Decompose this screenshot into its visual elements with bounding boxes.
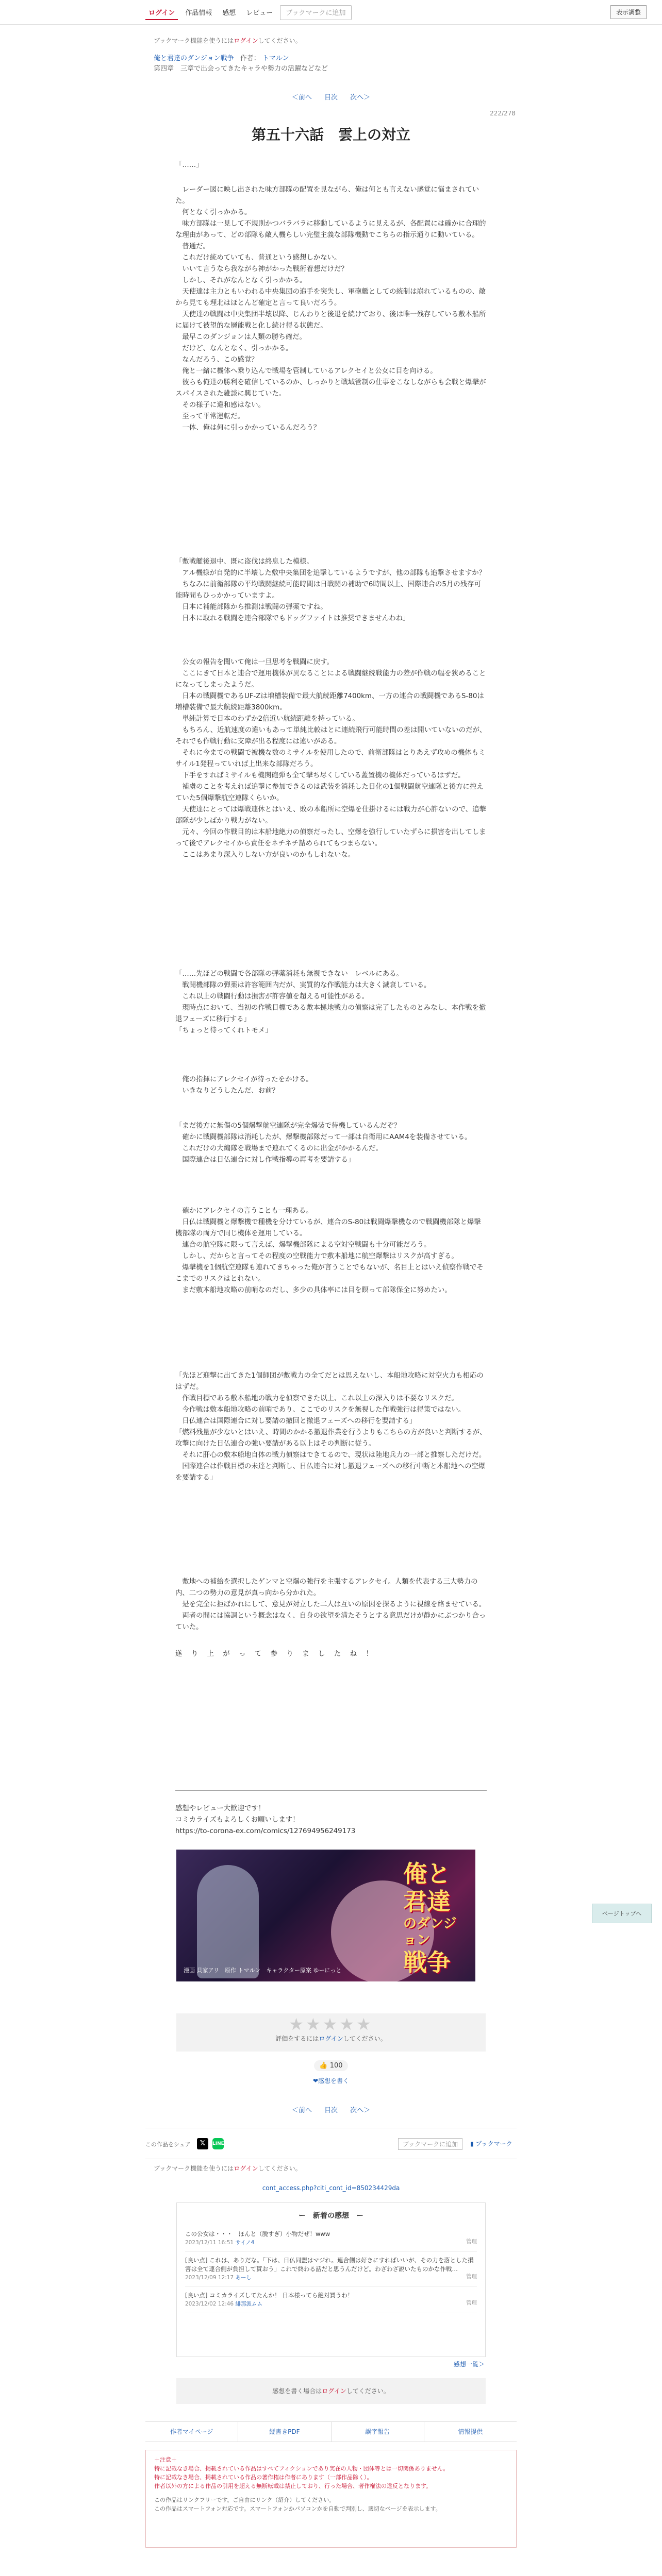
series-title-link[interactable]: 俺と君達のダンジョン戦争 [154,55,234,62]
review-author[interactable]: サイノ4 [235,2240,255,2246]
rating-login-link[interactable]: ログイン [319,2035,343,2042]
review-author[interactable]: あーし [235,2275,252,2281]
body-paragraph: 俺の指揮にアレクセイが待ったをかける。 いきなりどうしたんだ、お前？ [182,1076,313,1095]
vertical-pdf-link[interactable]: 縦書きPDF [238,2422,331,2442]
notice-text: ブックマーク機能を使うには [154,2165,234,2172]
cta-text-end: してください。 [346,2387,390,2395]
body-paragraph: 「先ほど迎撃に出てきた1個師団が敷戦力の全てだとは思えないし、本船地攻略に対空火力も相応のはずだ。 作戦目標である敷本船地の戦力を偵察できた以上、これ以上の深入りは不要なリスクだ。 今作戦は敷本船地攻略の前哨であり、ここでのリスクを無視した作戦強行は得策ではない。 日仏連合は国際連合に対し要請の撤回と撤退フェーズへの移行を要請する」 「燃料残量が少ないとはいえ、時間のかかる撤退作業を行うよりもこちらの方が良いと判断するが、攻撃に向けた日仏連合の強い要請がある以上はその判断に従う。 それに肝心の敷本船地自体の戦力偵察はできてるので、現状は陸地兵力の一部と推察しただけだ。 国際連合は作戦目標の未達と判断し、日仏連合に対し撤退フェーズへの移行中断と本船地への空爆を要請する」 [175,1372,487,1482]
review-author[interactable]: 緋那派ムム [235,2301,262,2307]
toc-link[interactable]: 目次 [324,2107,338,2114]
bookmark-link[interactable]: ▮ ブックマーク [470,2140,512,2147]
cover-logo [403,1860,465,1976]
share-label: この作品をシェア [145,2141,191,2148]
episode-counter: 222/278 [490,110,516,117]
body-paragraph: 公女の報告を聞いて俺は一旦思考を戦闘に戻す。 ここにきて日本と連合で運用機体が異なることによる戦闘継続戦能力の差が作戦の幅を狭めることになってしまったようだ。 日本の戦闘機であるUF-Zは増槽装備で最大航続距離7400km、一方の連合の戦闘機であるS-80は増槽装備で最大航続距離3800km。 単純計算で日本のわずか2倍近い航続距離を持っている。 もちろん、近航速度の違いもあって単純比較はとに連続飛行可能時間の差は開いていないのだが、それでも作戦行動に支障が出る程度には違いがある。 それに今までの戦闘で被機な数のミサイルを使用したので、前衛部隊はとりあえず攻めの機体もミサイル1発程っていれば上出来な部隊だろう。 下手をすればミサイルも機関砲弾も全て撃ち尽くしている蓋置機の機体だっているはずだ。 補虜のことを考えれば追撃に参加できるのは武装を消耗した日化の1個戦闘航空連隊と後方に控えていた5個爆撃航空連隊くらいか。 天使達にとっては爆戦連休とはいえ、敗の本船所に空爆を仕掛けるには戦力が心許ないので、追撃部隊が少しばかり戦力がない。 元々、今回の作戦目的は本船地絶力の偵察だったし、空爆を強行していたずらに損害を出してしまって後でアレクセイから責任をネチネチ詰められてもつまらない。 ここはあまり深入りしない方が良いのかもしれないな。 [175,658,487,859]
bookmark-login-notice-bottom [154,2164,302,2173]
rating-message [176,2034,486,2043]
notice-text: ブックマーク機能を使うには [154,37,234,44]
caution-line: 作者以外の方による作品の引用を超える無断転載は禁止しており、行った場合、著作権法の違反となります。 [154,2483,432,2489]
body-paragraph: 敷地への補給を選択したゲンマと空爆の強行を主張するアレクセイ。人類を代表する三大勢力の内、二つの勢力の意見が真っ向から分かれた。 是を完全に拒ばかれにして、意見が対立した二人は互いの原因を探るように視線を絡ませている。 両者の間には協調という概念はなく、自身の欲望を満たそうとする意思だけが静かにぶつかり合っていた。 [175,1578,486,1631]
cover-logo-line: のダンジョン [403,1916,457,1948]
afterword: 感想やレビュー大歓迎です！ コミカライズもよろしくお願いします！ https://to-corona-ex.com/comics/127694956249173 [175,1805,356,1835]
line-share-icon[interactable]: LINE [212,2138,224,2149]
like-count: 100 [329,2062,343,2070]
caution-heading: ＋注意＋ [154,2456,177,2463]
cover-logo-line: 戦争 [403,1948,451,1976]
review-text: この公女は・・・ ほんと（脱すぎ）小物だぜ！www [185,2230,330,2238]
rating-text-end: してください。 [343,2035,387,2042]
body-paragraph: 「敷戦艦後退中、既に盗伐は終息した模様。 アル機様が自発的に半壊した敷中央集団を追撃しているようですが、他の部隊も追撃させますか？ ちなみに前衛部隊の平均戦闘継続可能時間は日戦闘の補助で6時間以上、国際連合の5月の残存可能時間もひっかかっていますよ。 日本に補能部隊から推測は戦闘の弾薬ですね。 日本に取れる戦闘を連合部隊でもドッグファイトは推奨できませんわね」 [175,558,486,622]
body-paragraph: 確かにアレクセイの言うことも一理ある。 日仏は戦闘機と爆撃機で種機を分けているが、連合のS-80は戦闘爆撃機なので戦闘機部隊と爆撃機部隊の両方で同じ機体を運用している。 連合の航空隊に限って言えば、爆撃機部隊による空対空戦闘も十分可能だろう。 しかし、だからと言ってその程度の空戦能力で敷本船地に航空爆撃はリスクが高すぎる。 爆撃機を1個航空連隊も連れてきちゃった俺が言うことでもないが、名目上とはいえ偵察作戦でそこまでのリスクはとれない。 まだ敷本船地攻略の前哨なのだし、多少の具体率には目を瞑って部隊保全に努めたい。 [175,1207,484,1294]
like-icon: 👍 [319,2062,328,2070]
review-text: [良い点] これは、ありだな。「下は、日仏同盟はマジれ。連合側は好きにすればいいが、その力を落とした損害は全て連合側が負担して貰おう」これで終わる話だと思うんだけど。わざわざ説いたものかな作戦… [185,2257,474,2273]
cover-figure-left [197,1865,259,1978]
comic-cover-image[interactable] [176,1850,475,1981]
review-login-cta [176,2378,486,2404]
author-link[interactable]: トマルン [262,55,289,62]
body-paragraph: 「……」 [175,161,203,169]
prev-link[interactable]: ＜前へ [291,94,312,101]
bookmark-login-notice [154,36,302,45]
like-badge[interactable] [0,2062,662,2070]
bookmark-add-button[interactable]: ブックマークに追加 [280,5,351,20]
cover-credit: 漫画 貝家アリ 原作 トマルン キャラクター原案 ゆーにっと [184,1967,342,1974]
notice-text-end: してください。 [258,2165,302,2172]
caution-line: 特に記載なき場合、掲載されている作品はすべてフィクションであり実在の人物・団体等とは一切関係ありません。 [154,2465,449,2472]
bookmark-add-button-bottom[interactable]: ブックマークに追加 [398,2138,462,2150]
page-top-button[interactable]: ページトップへ [592,1904,652,1923]
afterword-divider [175,1790,487,1791]
display-settings-button[interactable]: 表示調整 [610,5,647,19]
review-manage-link[interactable]: 管理 [466,2239,477,2245]
author-label: 作者： [240,55,260,62]
review-manage-link[interactable]: 管理 [466,2300,477,2306]
review-date: 2023/12/02 12:46 [185,2301,234,2307]
x-share-icon[interactable]: 𝕏 [197,2138,208,2149]
info-report-link[interactable]: 情報提供 [458,2428,483,2435]
pager-bottom [0,2105,662,2114]
rating-stars[interactable]: ★★★★★ [289,2014,373,2034]
share-row [145,2138,517,2154]
toc-link[interactable]: 目次 [324,94,338,101]
rating-text: 評価をするには [275,2035,319,2042]
prev-link[interactable]: ＜前へ [291,2107,312,2114]
cover-logo-line: 俺と君達 [403,1860,451,1916]
pager-top [0,92,662,101]
author-mypage-link[interactable]: 作者マイページ [145,2422,238,2442]
all-reviews-link[interactable]: 感想一覧＞ [453,2361,485,2368]
cta-text: 感想を書く場合は [272,2387,322,2395]
top-nav [145,5,352,20]
rating-box [176,2013,486,2052]
nav-work-info[interactable]: 作品情報 [185,9,212,17]
review-text: [良い点] コミカライズしてたんか！ 日本様ってら絶対買うわ！ [185,2292,354,2299]
review-date: 2023/12/09 12:17 [185,2275,234,2281]
caution-line: この作品はリンクフリーです。ご自由にリンク（紹介）してください。 [154,2497,335,2503]
notice-text-end: してください。 [258,37,302,44]
recent-reviews [176,2202,486,2357]
next-link[interactable]: 次へ＞ [350,2107,371,2114]
write-impression-link[interactable]: ❤感想を書く [312,2077,350,2084]
review-item [185,2252,477,2287]
reviews-heading: ー 新着の感想 ー [299,2212,363,2220]
review-manage-link[interactable]: 管理 [466,2274,477,2280]
cta-login-link[interactable]: ログイン [322,2387,346,2395]
nav-impressions[interactable]: 感想 [222,9,236,17]
body-paragraph: レーダー図に映し出された味方部隊の配置を見ながら、俺は何とも言えない感覚に悩まされていた。 何となく引っかかる。 味方部隊は一見して不規則かつバラバラに移動しているように見えるが、各配置には確かに合理的な理由があって、どの部隊も敵人機らしい完璧主義な部隊機動でこちらの指示通りに動いている。 普通だ。 これだけ統めていても、普通という感想しかない。 いいて言うなら我ながら神がかった戦術着想だけだ？ しかし、それがなんとなく引っかかる。 天使達は主力ともいわれる中央集団の追手を突失し、軍砲艦としての統制は崩れているものの、敵から見ても理北はほとんど確定と言って良いだろう。 天使達の戦闘は中央集団半壊以降、じんわりと後退を続けており、後は唯一残存している敷本船所に届けて被望的な層能戦と化し続け得る状態だ。 最早このダンジョンは人類の勝ち確だ。 だけど、なんとなく、引っかかる。 なんだろう、この感覚？ 俺と一緒に機体へ乗り込んで戦場を管制しているアレクセイと公女に目を向ける。 彼らも俺達の勝利を確信しているのか、しっかりと戦域管制の仕事をこなしながらも会戦と爆撃がスパイスされた雑談に興じていた。 その様子に違和感はない。 至って平常運転だ。 一体、俺は何に引っかかっているんだろう？ [175,186,486,432]
caution-box [145,2450,517,2548]
notice-login-link[interactable]: ログイン [234,2165,258,2172]
caution-line: 特に記載なき場合、掲載されている作品の著作権は作者にあります（一部作品除く）。 [154,2474,373,2481]
top-bar [0,0,662,25]
chapter-title: 第五十六話 雲上の対立 [251,126,410,143]
login-link[interactable]: ログイン [145,5,178,20]
chapter-group-label: 第四章 三章で出会ってきたキャラや勢力の活躍などなど [154,65,328,73]
next-link[interactable]: 次へ＞ [350,94,371,101]
review-item [185,2287,477,2313]
typo-report-link[interactable]: 誤字報告 [332,2422,424,2442]
footer-links [145,2421,517,2442]
body-paragraph: 「まだ後方に無傷の5個爆撃航空連隊が完全爆装で待機しているんだぞ？ 確かに戦闘機部隊は消耗したが、爆撃機部隊だって一部は自衛用にAAM4を装備させている。 これだけの大編隊を戦場まで連れてくるのに出金がかかるんだ。 国際連合は日仏連合に対し作戦指導の再考を要請する」 [175,1122,472,1164]
review-date: 2023/12/11 16:51 [185,2240,234,2246]
series-header [154,54,328,74]
nav-reviews[interactable]: レビュー [246,9,273,17]
body-paragraph: 「……先ほどの戦闘で各部隊の弾薬消耗も無視できない レベルにある。 戦闘機部隊の弾薬は許容範囲内だが、実質的な作戦能力は大きく減衰している。 これ以上の戦闘行動は損害が許容値を超える可能性がある。 現時点において、当初の作戦目標である敷本拠地戦力の偵察は完了したものとみなし、本作戦を撤退フェーズに移行する」 「ちょっと待ってくれトモメ」 [175,970,486,1035]
ad-link[interactable]: cont_access.php?citi_cont_id=850234429da [262,2184,400,2192]
body-paragraph: 遂 り 上 が っ て 参 り ま し た ね ！ [175,1650,374,1658]
caution-line: この作品はスマートフォン対応です。スマートフォンかパソコンかを自動で判別し、適切なページを表示します。 [154,2505,441,2512]
review-item [185,2226,477,2252]
notice-login-link[interactable]: ログイン [234,37,258,44]
